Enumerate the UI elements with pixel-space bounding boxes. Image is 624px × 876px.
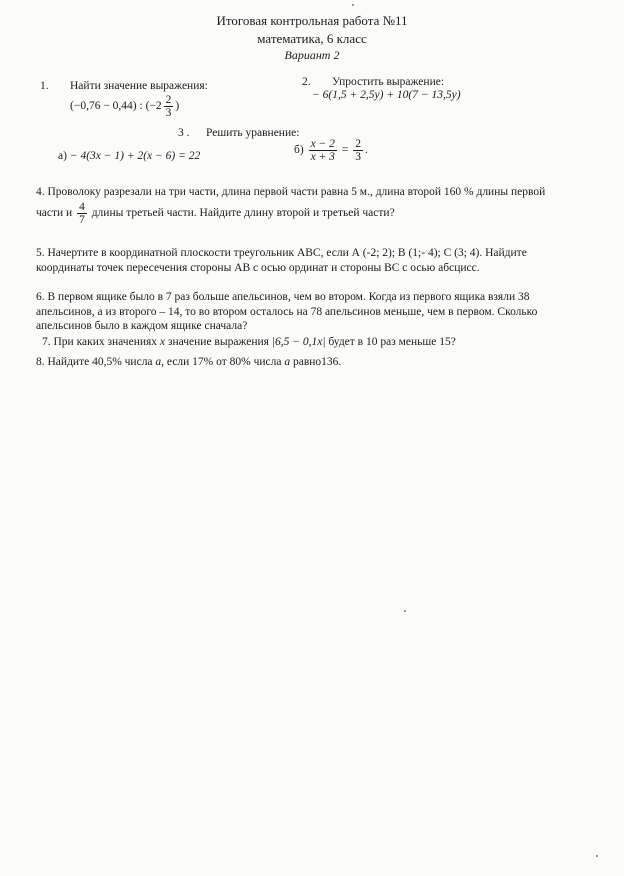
task3-b-num: x − 2	[310, 138, 335, 150]
page-subtitle: математика, 6 класс	[257, 31, 367, 46]
task3-b-rden: 3	[355, 151, 361, 163]
task4-line2	[36, 201, 395, 226]
task3-b-equals: =	[341, 144, 349, 157]
task3-b-rnum: 2	[355, 138, 361, 150]
task3-part-a	[58, 150, 200, 162]
task7-line	[42, 335, 456, 350]
task2-number: 2.	[302, 76, 311, 88]
task6-line1: 6. В первом ящике было в 7 раз больше апельсинов, чем во втором. Когда из первого ящика взяли 38	[36, 291, 530, 303]
task1-number: 1.	[40, 80, 49, 92]
task3-b-end: .	[364, 144, 368, 157]
task7-expression: |6,5 − 0,1x|	[271, 336, 326, 348]
scan-speck	[404, 610, 406, 612]
task3-b-den: x + 3	[310, 151, 335, 163]
scan-speck	[352, 4, 354, 6]
task3-b-label: б)	[294, 144, 304, 157]
page-title: Итоговая контрольная работа №11	[216, 13, 408, 28]
task2-text: Упростить выражение:	[332, 76, 445, 88]
task1-expr-right: )	[175, 100, 180, 113]
task5-line2: координаты точек пересечения стороны АВ с осью ординат и стороны ВС с осью абсцисс.	[36, 262, 480, 274]
task3-b-fraction-left	[309, 138, 337, 163]
task3-a-label: а)	[58, 150, 67, 162]
task8-var2: a	[284, 356, 291, 368]
task8-text-mid: , если 17% от 80% числа	[161, 356, 282, 368]
task8-line	[36, 355, 341, 370]
task7-text-mid: значение выражения	[167, 336, 269, 348]
task4-frac-den: 7	[79, 214, 85, 226]
task3-number: 3 .	[178, 127, 190, 139]
task8-text-start: 8. Найдите 40,5% числа	[36, 356, 153, 368]
task1-frac-den: 3	[165, 107, 172, 119]
task1-fraction	[164, 94, 174, 119]
task4-line1: 4. Проволоку разрезали на три части, длина первой части равна 5 м., длина второй 160 % длины первой	[36, 186, 546, 198]
variant-label: Вариант 2	[284, 48, 340, 62]
task4-line2-end: длины третьей части. Найдите длину второй и третьей части?	[91, 207, 395, 220]
task8-text-end: равно136.	[292, 356, 342, 368]
task7-text-start: 7. При каких значениях	[42, 336, 158, 348]
task7-text-end: будет в 10 раз меньше 15?	[328, 336, 456, 348]
task3-part-b	[294, 138, 368, 163]
task8-var1: a	[155, 356, 162, 368]
task1-expr-left: (−0,76 − 0,44) : (−2	[70, 100, 162, 113]
task6-line3: апельсинов было в каждом ящике сначала?	[36, 320, 248, 332]
task3-b-fraction-right	[353, 138, 363, 163]
task7-var: x	[159, 336, 166, 348]
task1-expression	[70, 94, 179, 119]
task5-line1: 5. Начертите в координатной плоскости треугольник АВС, если А (-2; 2); В (1;- 4); С (3; 4). Найдите	[36, 247, 527, 259]
task3-a-expression: − 4(3x − 1) + 2(x − 6) = 22	[69, 150, 201, 162]
task4-line2-start: части и	[36, 207, 73, 220]
task3-text: Решить уравнение:	[206, 127, 300, 139]
task4-frac-num: 4	[79, 201, 85, 213]
task6-line2: апельсинов, а из второго – 14, то во втором осталось на 78 апельсинов меньше, чем в первом. Сколько	[36, 306, 538, 318]
task2-expression: − 6(1,5 + 2,5y) + 10(7 − 13,5y)	[312, 89, 461, 101]
task1-frac-num: 2	[165, 94, 172, 106]
scan-speck	[596, 855, 598, 857]
task1-text: Найти значение выражения:	[70, 80, 208, 92]
task4-fraction	[77, 201, 87, 226]
